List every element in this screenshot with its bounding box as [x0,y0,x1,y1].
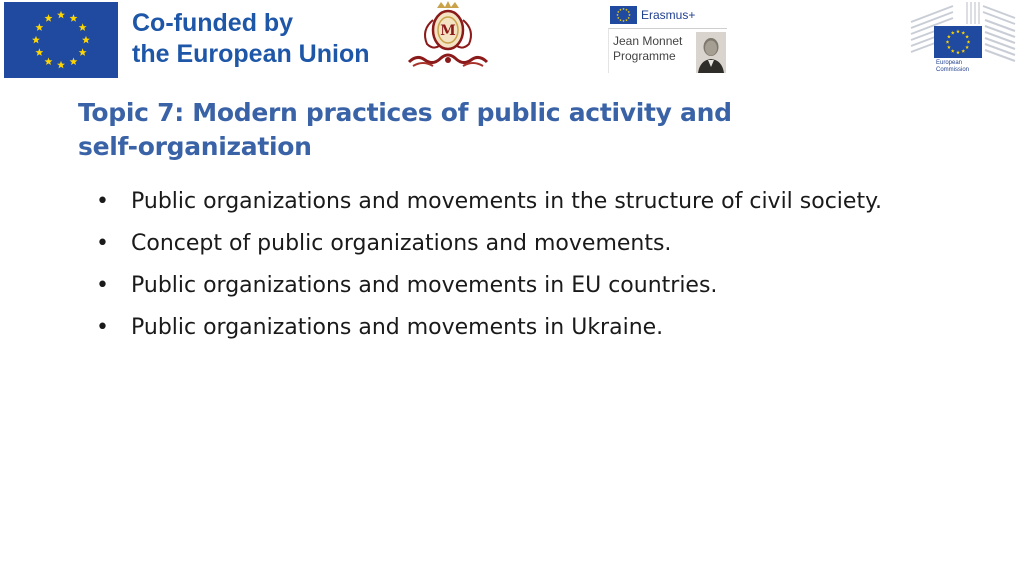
erasmus-jean-monnet-logo [608,2,728,74]
slide-title: Topic 7: Modern practices of public activity and self-organization [78,98,732,161]
bullet-text: Public organizations and movements in the structure of civil society. [131,189,882,214]
eu-star-icon [79,48,87,56]
eu-cofunded-line1: Co-funded by [132,9,294,37]
eu-star-icon [35,23,43,31]
eu-star-icon [619,19,621,21]
bullet-item [96,312,886,344]
eu-star-icon [45,14,53,22]
eu-star-icon [947,45,951,49]
eu-cofunded-logo [4,2,381,78]
ec-line1: European [936,60,963,66]
eu-star-icon [628,14,630,16]
european-commission-logo [907,0,1019,84]
bullet-text: Public organizations and movements in Ukraine. [131,315,664,340]
eu-star-icon [965,45,969,49]
eu-star-icon [967,40,971,44]
jean-monnet-portrait-icon [696,32,726,73]
ec-line2: Commission [936,67,970,73]
eu-star-icon [625,19,627,21]
bullet-text: Concept of public organizations and movements. [131,231,672,256]
eu-cofunded-line2: the European Union [132,40,370,68]
eu-flag-icon [4,2,118,78]
eu-star-icon [956,51,960,55]
svg-text:M: M [440,23,456,39]
bullet-text: Public organizations and movements in EU countries. [131,273,718,298]
eu-star-icon [947,35,951,39]
eu-star-icon [627,17,629,19]
eu-star-icon [57,11,65,19]
eu-star-icon [951,31,955,35]
eu-star-icon [617,11,619,13]
eu-star-icon [627,11,629,13]
bullet-item [96,228,886,260]
bullet-item [96,270,886,302]
eu-star-icon [961,31,965,35]
university-crest-icon [403,0,493,72]
eu-star-icon [616,14,618,16]
european-commission-text [936,60,969,74]
eu-star-icon [965,35,969,39]
eu-star-icon [622,20,624,22]
eu-star-icon [946,40,950,44]
eu-star-icon [956,30,960,34]
ec-flag-icon [934,26,982,58]
erasmus-label: Erasmus+ [641,8,696,22]
bullet-dot-icon: • [96,273,109,298]
eu-star-icon [70,57,78,65]
eu-star-icon [622,8,624,10]
bullet-dot-icon: • [96,231,109,256]
bullet-dot-icon: • [96,315,109,340]
eu-cofunded-text [132,8,370,70]
erasmus-flag-icon [610,6,637,24]
eu-star-icon [625,9,627,11]
eu-star-icon [57,61,65,69]
eu-star-icon [951,49,955,53]
eu-star-icon [961,49,965,53]
topic-bullet-list [96,186,886,354]
eu-star-icon [45,57,53,65]
bullet-dot-icon: • [96,189,109,214]
eu-star-icon [70,14,78,22]
eu-star-icon [79,23,87,31]
eu-star-icon [617,17,619,19]
jean-monnet-line2: Programme [613,49,676,63]
bullet-item [96,186,886,218]
eu-star-icon [82,36,90,44]
jean-monnet-text [613,34,682,64]
eu-star-icon [32,36,40,44]
jean-monnet-line1: Jean Monnet [613,34,683,48]
eu-star-icon [619,9,621,11]
eu-star-icon [35,48,43,56]
